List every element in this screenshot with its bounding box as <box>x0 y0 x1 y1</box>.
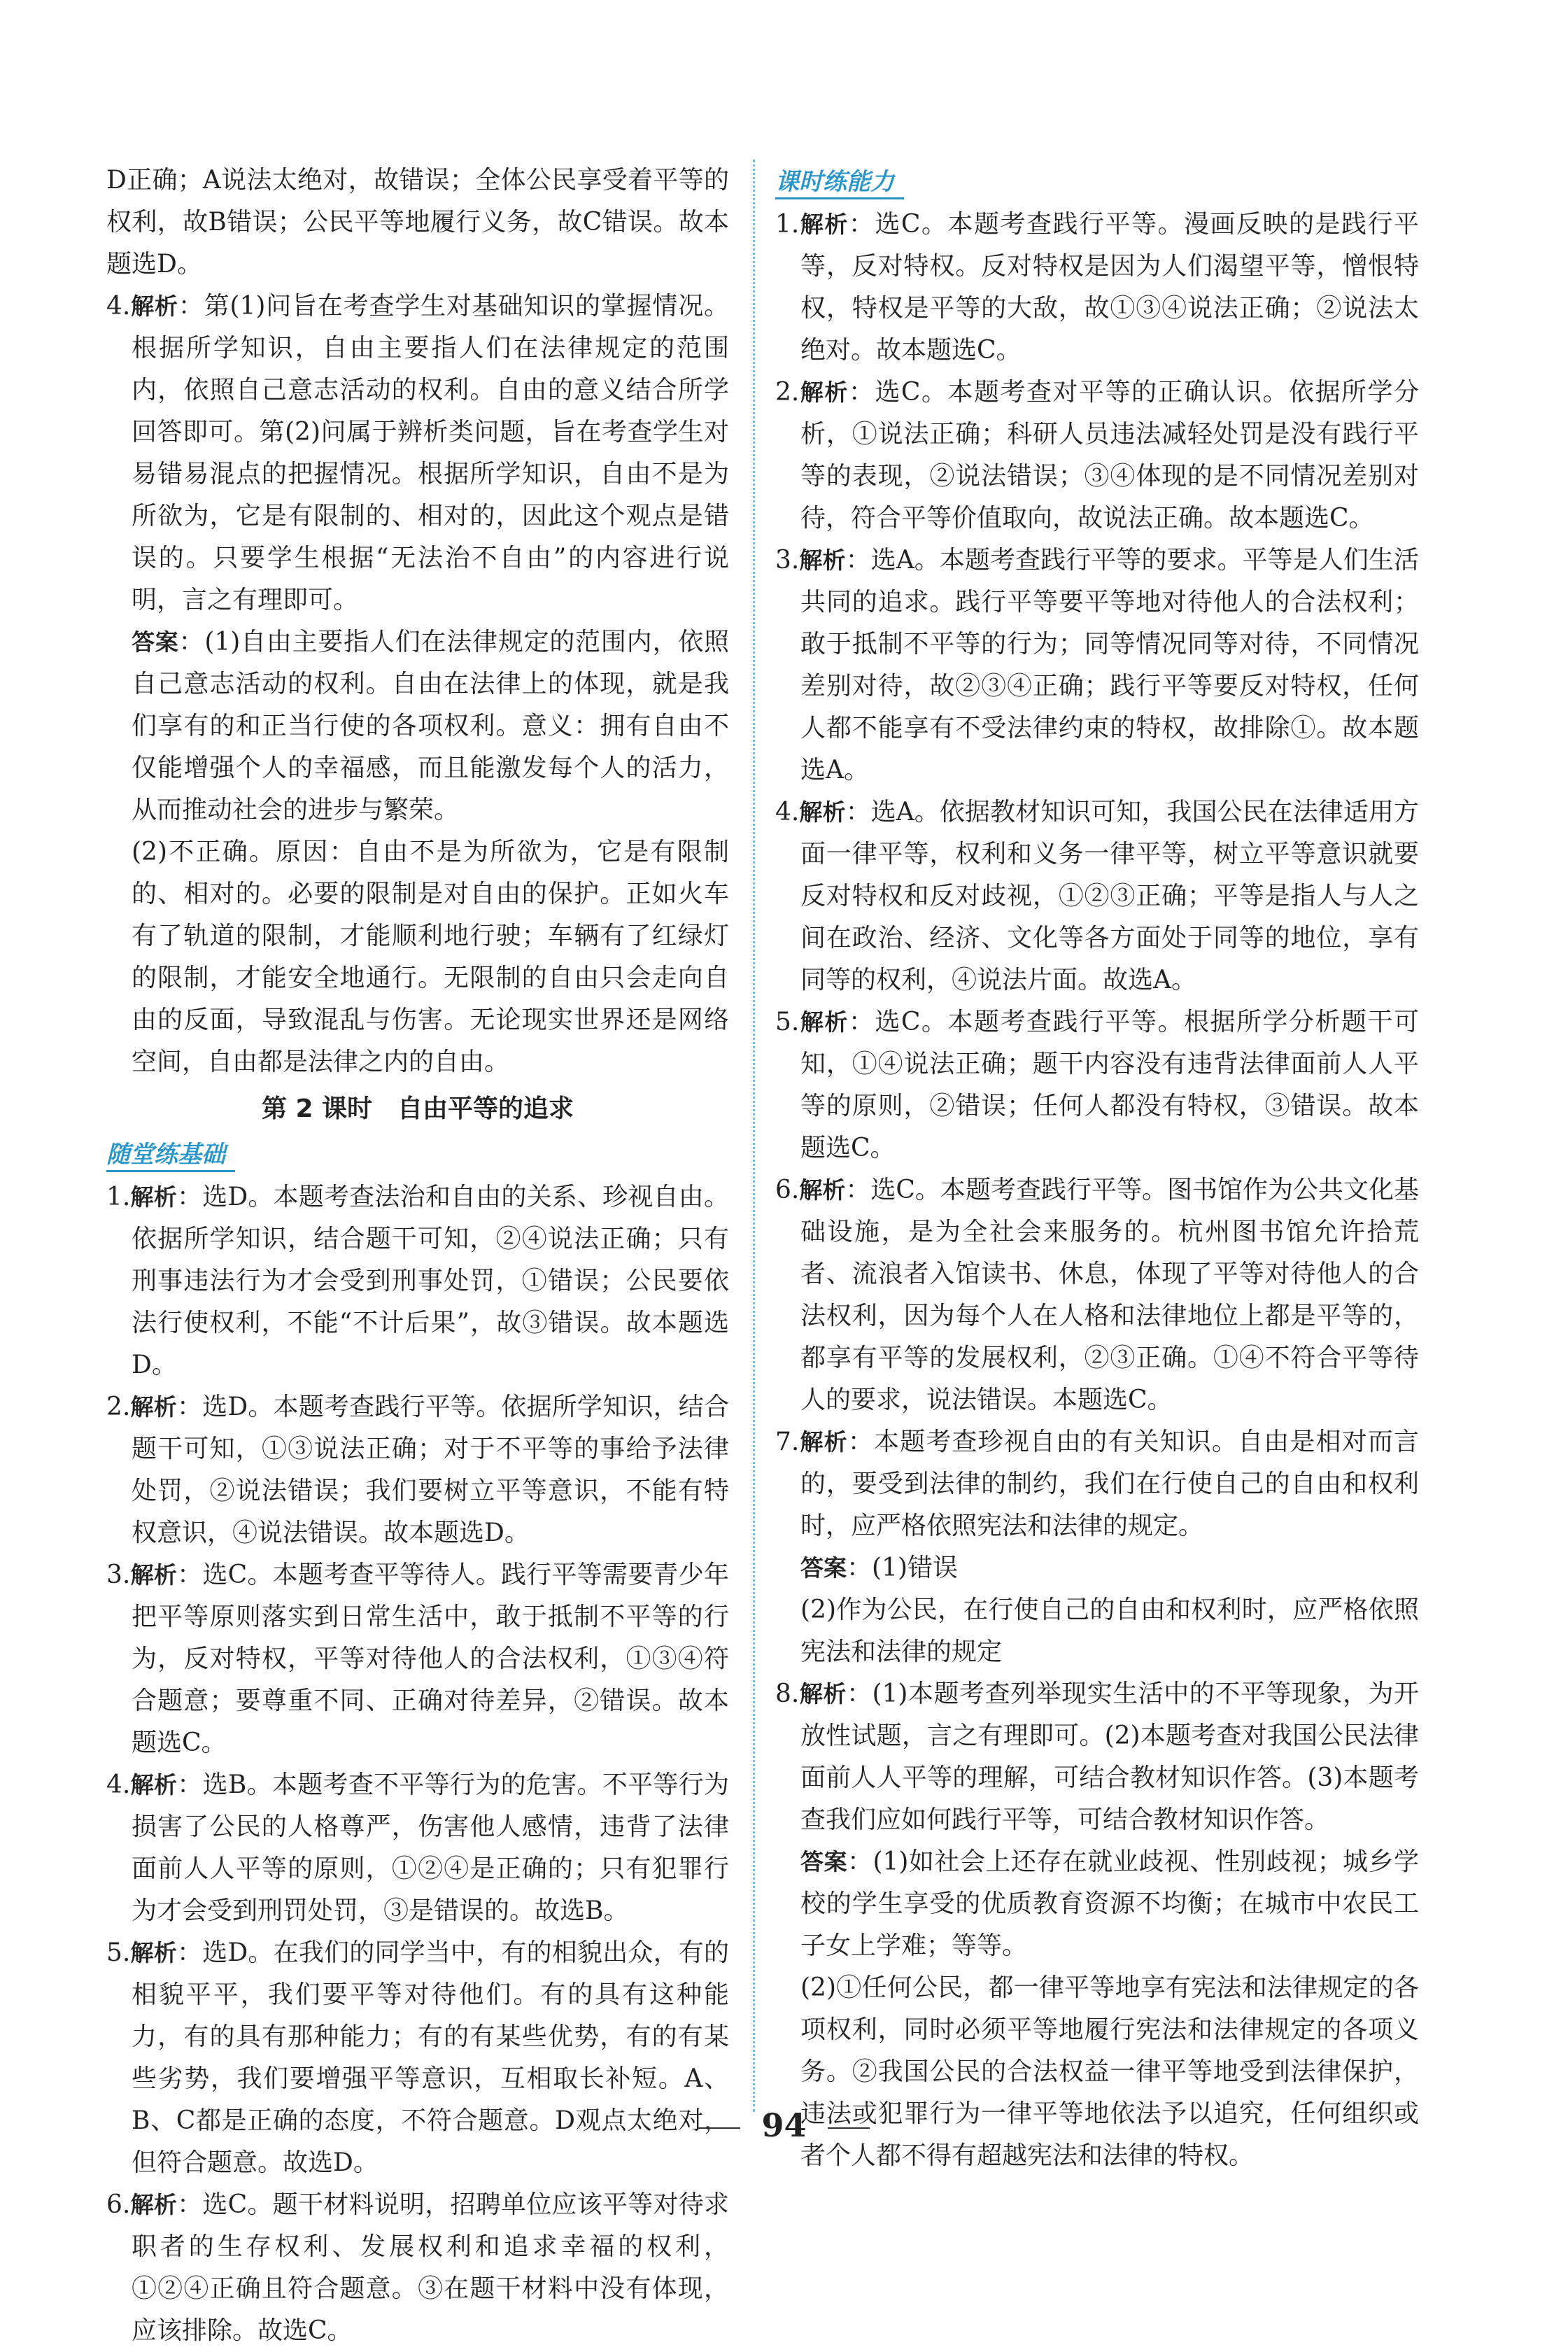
answer-paragraph <box>775 1841 1419 1967</box>
paragraph-text: ：选C。本题考查践行平等。漫画反映的是践行平等，反对特权。反对特权是因为人们渴望平等，憎恨特权，特权是平等的大敌，故①③④说法正确；②说法太绝对。故本题选C。 <box>800 210 1420 365</box>
answer-paragraph <box>775 1547 1419 1589</box>
paragraph-text: ：选D。在我们的同学当中，有的相貌出众，有的相貌平平，我们要平等对待他们。有的具有这种能力，有的具有那种能力；有的有某些优势，有的有某些劣势，我们要增强平等意识，互相取长补短。A、B、C都是正确的态度，不符合题意。D观点太绝对，但符合题意。故选D。 <box>132 1938 730 2177</box>
paragraph-text: ：选C。本题考查平等待人。践行平等需要青少年把平等原则落实到日常生活中，敢于抵制不平等的行为，反对特权，平等对待他人的合法权利，①③④符合题意；要尊重不同、正确对待差异，②错误。故本题选C。 <box>132 1561 730 1757</box>
analysis-label: 解析 <box>799 211 849 238</box>
paragraph <box>775 1589 1419 1673</box>
left-column <box>106 160 729 2352</box>
question-item <box>106 1176 729 1386</box>
paragraph-text: ：本题考查珍视自由的有关知识。自由是相对而言的，要受到法律的制约，我们在行使自己的自由和权利时，应严格依照宪法和法律的规定。 <box>800 1428 1419 1540</box>
paragraph-text: ：选C。题干材料说明，招聘单位应该平等对待求职者的生存权利、发展权利和追求幸福的权利，①②④正确且符合题意。③在题干材料中没有体现，应该排除。故选C。 <box>132 2190 730 2345</box>
paragraph <box>775 1967 1419 2177</box>
question-item <box>106 286 729 621</box>
question-item <box>106 1764 729 1932</box>
analysis-label: 解析 <box>799 547 846 574</box>
question-item <box>775 1001 1419 1169</box>
answer-label: 答案 <box>132 628 179 656</box>
question-item <box>775 1673 1419 1841</box>
paragraph-text: ：第(1)问旨在考查学生对基础知识的掌握情况。根据所学知识，自由主要指人们在法律规定的范围内，依照自己意志活动的权利。自由的意义结合所学回答即可。第(2)问属于辨析类问题，旨在考查学生对易错易混点的把握情况。根据所学知识，自由不是为所欲为，它是有限制的、相对的，因此这个观点是错误的。只要学生根据“无法治不自由”的内容进行说明，言之有理即可。 <box>132 292 730 614</box>
page-number-dash-left <box>698 2127 740 2129</box>
analysis-label: 解析 <box>799 1680 847 1707</box>
question-item <box>106 2184 729 2352</box>
paragraph-text: D正确；A说法太绝对，故错误；全体公民享受着平等的权利，故B错误；公民平等地履行义务，故C错误。故本题选D。 <box>106 166 729 279</box>
page-number-value: 94 <box>761 2106 807 2144</box>
paragraph-text: ：(1)自由主要指人们在法律规定的范围内，依照自己意志活动的权利。自由在法律上的体现，就是我们享有的和正当行使的各项权利。意义：拥有自由不仅能增强个人的幸福感，而且能激发每个人的活力，从而推动社会的进步与繁荣。 <box>132 628 729 824</box>
paragraph-text: (2)不正确。原因：自由不是为所欲为，它是有限制的、相对的。必要的限制是对自由的保护。正如火车有了轨道的限制，才能顺利地行驶；车辆有了红绿灯的限制，才能安全地通行。无限制的自由只会走向自由的反面，导致混乱与伤害。无论现实世界还是网络空间，自由都是法律之内的自由。 <box>132 838 729 1076</box>
analysis-label: 解析 <box>799 1176 846 1204</box>
analysis-label: 解析 <box>799 1428 848 1456</box>
question-item <box>775 540 1419 791</box>
question-item <box>106 1932 729 2184</box>
paragraph-text: ：选D。本题考查法治和自由的关系、珍视自由。依据所学知识，结合题干可知，②④说法正确；只有刑事违法行为才会受到刑事处罚，①错误；公民要依法行使权利，不能“不计后果”，故③错误。故本题选D。 <box>132 1183 730 1379</box>
paragraph-text: (2)作为公民，在行使自己的自由和权利时，应严格依照宪法和法律的规定 <box>800 1596 1419 1666</box>
section-title: 随堂练基础 <box>106 1139 235 1172</box>
question-number: 4. <box>106 1770 131 1799</box>
section-title: 课时练能力 <box>775 167 904 199</box>
analysis-label: 解析 <box>130 1939 177 1966</box>
question-item <box>775 204 1419 372</box>
question-number: 3. <box>775 546 800 575</box>
analysis-label: 解析 <box>799 1008 849 1036</box>
question-number: 2. <box>106 1393 131 1421</box>
analysis-label: 解析 <box>799 379 849 406</box>
question-item <box>106 1554 729 1764</box>
question-item <box>775 1169 1419 1421</box>
question-number: 5. <box>775 1008 800 1036</box>
question-item <box>775 372 1419 540</box>
paragraph <box>106 831 729 1083</box>
paragraph-text: ：选B。本题考查不平等行为的危害。不平等行为损害了公民的人格尊严，伤害他人感情，违背了法律面前人人平等的原则，①②④是正确的；只有犯罪行为才会受到刑罚处罚，③是错误的。故选B。 <box>132 1770 729 1925</box>
lesson-title: 第 2 课时 自由平等的追求 <box>261 1094 574 1123</box>
analysis-label: 解析 <box>130 2191 178 2218</box>
paragraph-text: ：选C。本题考查对平等的正确认识。依据所学分析，①说法正确；科研人员违法减轻处罚是没有践行平等的表现，②说法错误；③④体现的是不同情况差别对待，符合平等价值取向，故说法正确。故本题选C。 <box>800 378 1420 533</box>
paragraph-text: ：选C。本题考查践行平等。根据所学分析题干可知，①④说法正确；题干内容没有违背法律面前人人平等的原则，②错误；任何人都没有特权，③错误。故本题选C。 <box>800 1008 1420 1162</box>
answer-label: 答案 <box>800 1554 847 1582</box>
right-column <box>775 160 1419 2177</box>
paragraph-text: ：选C。本题考查践行平等。图书馆作为公共文化基础设施，是为全社会来服务的。杭州图书馆允许拾荒者、流浪者入馆读书、休息，体现了平等对待他人的合法权利，因为每个人在人格和法律地位上都是平等的，都享有平等的发展权利，②③正确。①④不符合平等待人的要求，说法错误。本题选C。 <box>800 1176 1420 1414</box>
analysis-label: 解析 <box>130 1183 177 1211</box>
answer-label: 答案 <box>800 1848 847 1875</box>
question-number: 1. <box>106 1183 131 1211</box>
paragraph-text: ：选D。本题考查践行平等。依据所学知识，结合题干可知，①③说法正确；对于不平等的事给予法律处罚，②说法错误；我们要树立平等意识，不能有特权意识，④说法错误。故本题选D。 <box>132 1393 730 1547</box>
section-header <box>106 1132 729 1176</box>
paragraph-text: ：(1)如社会上还存在就业歧视、性别歧视；城乡学校的学生享受的优质教育资源不均衡；在城市中农民工子女上学难；等等。 <box>800 1847 1420 1960</box>
question-number: 1. <box>775 210 800 239</box>
question-number: 4. <box>775 798 800 826</box>
paragraph-text: ：(1)错误 <box>847 1554 958 1582</box>
question-number: 3. <box>106 1561 131 1589</box>
page-number-dash-right <box>828 2127 870 2129</box>
column-divider <box>753 160 755 2112</box>
question-number: 7. <box>775 1428 800 1456</box>
analysis-label: 解析 <box>130 293 178 320</box>
paragraph <box>106 160 729 286</box>
question-number: 5. <box>106 1938 131 1967</box>
paragraph-text: ：选A。依据教材知识可知，我国公民在法律适用方面一律平等，权利和义务一律平等，树立平等意识就要反对特权和反对歧视，①②③正确；平等是指人与人之间在政治、经济、文化等各方面处于同等的地位，享有同等的权利，④说法片面。故选A。 <box>800 798 1420 994</box>
analysis-label: 解析 <box>130 1771 178 1798</box>
question-item <box>775 1421 1419 1547</box>
question-number: 4. <box>106 292 131 321</box>
paragraph-text: ：选A。本题考查践行平等的要求。平等是人们生活共同的追求。践行平等要平等地对待他人的合法权利；敢于抵制不平等的行为；同等情况同等对待，不同情况差别对待，故②③④正确；践行平等要反对特权，任何人都不能享有不受法律约束的特权，故排除①。故本题选A。 <box>800 546 1420 784</box>
question-item <box>106 1386 729 1554</box>
section-header <box>775 160 1419 204</box>
question-number: 2. <box>775 378 800 407</box>
analysis-label: 解析 <box>130 1393 177 1421</box>
analysis-label: 解析 <box>130 1561 178 1589</box>
question-number: 8. <box>775 1680 800 1708</box>
question-number: 6. <box>775 1176 800 1204</box>
question-item <box>775 791 1419 1001</box>
answer-paragraph <box>106 621 729 831</box>
paragraph-text: (2)①任何公民，都一律平等地享有宪法和法律规定的各项权利，同时必须平等地履行宪法和法律规定的各项义务。②我国公民的合法权益一律平等地受到法律保护，违法或犯罪行为一律平等地依法予以追究，任何组织或者个人都不得有超越宪法和法律的特权。 <box>800 1973 1419 2170</box>
page-number <box>0 2106 1568 2144</box>
question-number: 6. <box>106 2190 131 2219</box>
paragraph-text: ：(1)本题考查列举现实生活中的不平等现象，为开放性试题，言之有理即可。(2)本题考查对我国公民法律面前人人平等的理解，可结合教材知识作答。(3)本题考查我们应如何践行平等，可结合教材知识作答。 <box>800 1680 1420 1834</box>
analysis-label: 解析 <box>799 798 846 826</box>
